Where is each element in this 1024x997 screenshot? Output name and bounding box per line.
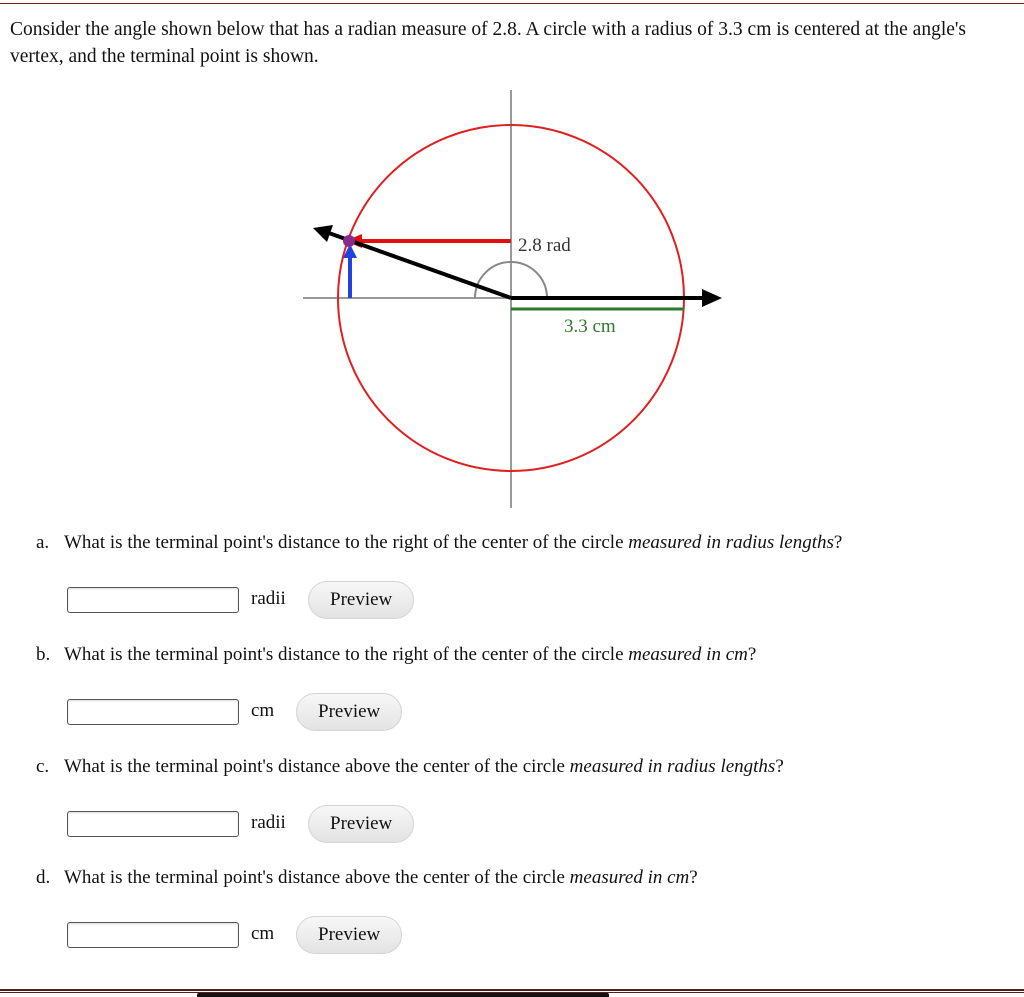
- preview-button-d[interactable]: Preview: [296, 916, 402, 954]
- question-letter: b.: [36, 644, 51, 665]
- unit-label-c: radii: [251, 812, 286, 833]
- preview-button-c[interactable]: Preview: [308, 805, 414, 843]
- unit-label-a: radii: [251, 588, 286, 609]
- question-text: What is the terminal point's distance above the center of the circle measured in cm?: [64, 867, 698, 888]
- unit-label-d: cm: [251, 923, 275, 944]
- question-text: What is the terminal point's distance to the right of the center of the circle measured in radius lengths?: [64, 532, 843, 553]
- angle-label: 2.8 rad: [518, 235, 571, 256]
- bottom-scroll-bar: [197, 993, 609, 997]
- terminal-ray-arrowhead: [313, 225, 333, 242]
- preview-button-b[interactable]: Preview: [296, 693, 402, 731]
- question-text: What is the terminal point's distance above the center of the circle measured in radius lengths?: [64, 756, 784, 777]
- question-b: [36, 644, 756, 666]
- question-letter: c.: [36, 756, 50, 777]
- answer-input-d[interactable]: [67, 922, 239, 948]
- question-d: [36, 867, 698, 889]
- answer-input-a[interactable]: [67, 587, 239, 613]
- problem-statement: Consider the angle shown below that has a radian measure of 2.8. A circle with a radius of 3.3 cm is centered at the angle's vertex, and the terminal point is shown.: [10, 19, 967, 67]
- initial-ray-arrowhead: [702, 289, 722, 307]
- question-letter: d.: [36, 867, 51, 888]
- bottom-divider: [0, 989, 1024, 991]
- preview-button-a[interactable]: Preview: [308, 581, 414, 619]
- question-letter: a.: [36, 532, 50, 553]
- answer-input-c[interactable]: [67, 811, 239, 837]
- answer-input-b[interactable]: [67, 699, 239, 725]
- question-text: What is the terminal point's distance to the right of the center of the circle measured in cm?: [64, 644, 757, 665]
- terminal-point: [343, 235, 355, 247]
- radius-label: 3.3 cm: [564, 316, 616, 337]
- question-a: [36, 532, 842, 554]
- unit-label-b: cm: [251, 700, 275, 721]
- question-c: [36, 756, 784, 778]
